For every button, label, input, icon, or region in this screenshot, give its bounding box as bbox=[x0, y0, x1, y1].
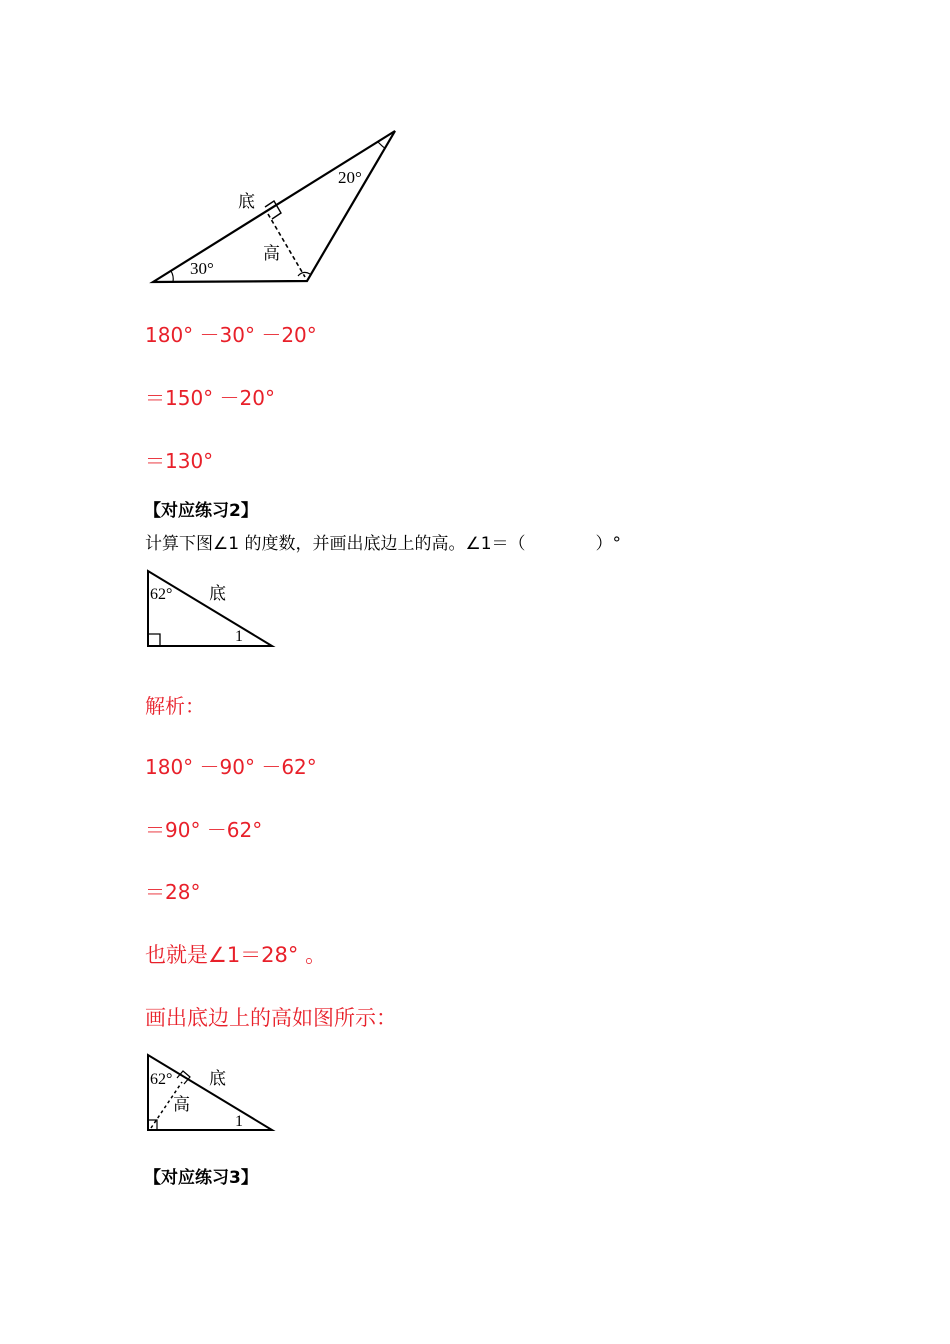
angle-30-label: 30° bbox=[190, 259, 214, 278]
solution-2-line-1: 180° －90° －62° bbox=[145, 755, 317, 779]
figure-3-triangle bbox=[140, 1050, 280, 1140]
height-label: 高 bbox=[173, 1095, 190, 1115]
exercise-3-heading: 【对应练习3】 bbox=[144, 1168, 258, 1188]
exercise-2-question bbox=[145, 533, 621, 555]
solution-1-line-1: 180° －30° －20° bbox=[145, 323, 317, 347]
angle-62-label: 62° bbox=[150, 586, 173, 603]
solution-2-draw-note: 画出底边上的高如图所示： bbox=[145, 1006, 397, 1030]
figure-2-triangle bbox=[140, 565, 280, 655]
height-label: 高 bbox=[263, 244, 280, 264]
triangle-outline bbox=[148, 1055, 272, 1130]
angle-62-label: 62° bbox=[150, 1071, 173, 1088]
figure-1-triangle bbox=[140, 120, 410, 290]
exercise-2-heading: 【对应练习2】 bbox=[144, 501, 258, 521]
angle-1-label: 1 bbox=[235, 1113, 243, 1130]
base-label: 底 bbox=[209, 1069, 226, 1089]
angle-arc-top bbox=[378, 142, 385, 148]
triangle-outline bbox=[148, 571, 272, 646]
angle-arc-left bbox=[171, 271, 173, 282]
solution-2-label: 解析： bbox=[145, 694, 205, 718]
solution-1-line-3: ＝130° bbox=[145, 449, 214, 473]
question-suffix: ）° bbox=[595, 534, 622, 554]
solution-2-line-3: ＝28° bbox=[145, 880, 201, 904]
solution-2-conclusion: 也就是∠1＝28° 。 bbox=[145, 943, 327, 967]
question-prefix: 计算下图∠1 的度数，并画出底边上的高。∠1＝（ bbox=[145, 534, 526, 554]
base-label: 底 bbox=[209, 584, 226, 604]
right-angle-mark bbox=[148, 634, 160, 646]
solution-2-line-2: ＝90° －62° bbox=[145, 818, 263, 842]
base-label: 底 bbox=[238, 192, 255, 212]
angle-1-label: 1 bbox=[235, 628, 243, 645]
angle-20-label: 20° bbox=[338, 168, 362, 187]
solution-1-line-2: ＝150° －20° bbox=[145, 386, 275, 410]
